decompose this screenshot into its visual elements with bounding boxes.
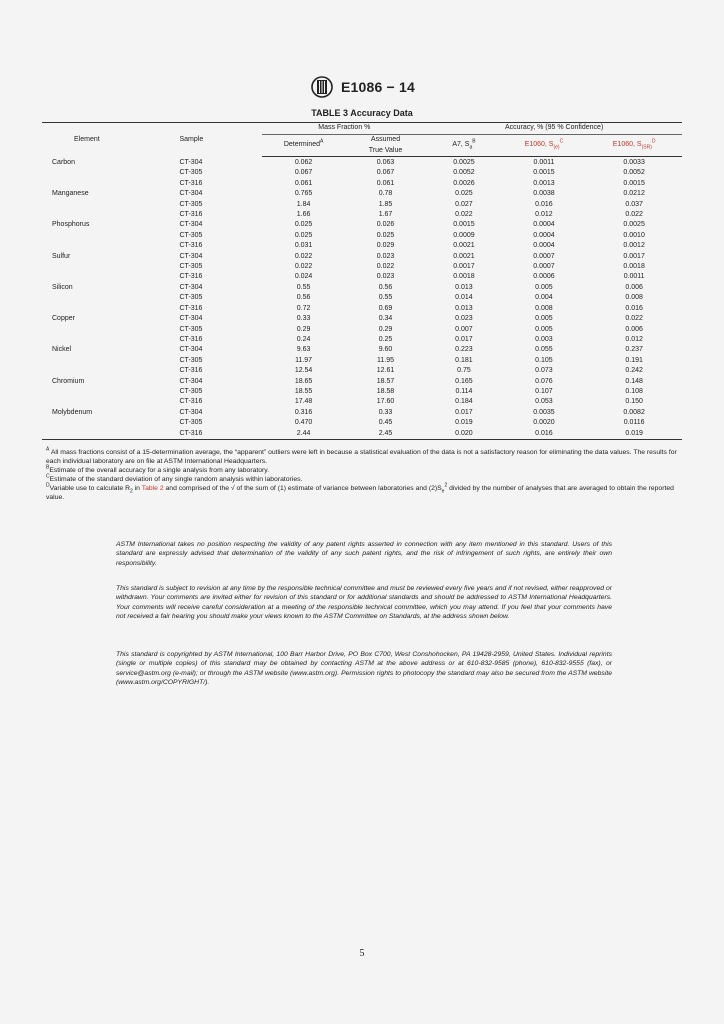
cell-e1060-e: 0.0007: [533, 263, 555, 271]
cell-e1060-sr: 0.0212: [623, 190, 645, 198]
cell-element: Sulfur: [52, 252, 71, 260]
cell-determined: 0.031: [294, 242, 313, 250]
cell-a7: 0.019: [455, 419, 473, 427]
table-row: [42, 418, 682, 428]
cell-determined: 0.067: [294, 169, 313, 177]
table-footnotes: [46, 448, 682, 502]
cell-determined: 0.061: [294, 179, 313, 187]
cell-e1060-sr: 0.0012: [623, 242, 645, 250]
cell-e1060-e: 0.105: [535, 356, 553, 364]
cell-determined: 1.84: [296, 200, 311, 208]
cell-assumed: 0.25: [378, 335, 393, 343]
footnote-c: $^C$Estimate of the standard deviation of any single random analysis within laboratories.: [46, 473, 303, 483]
cell-e1060-sr: 0.108: [625, 387, 643, 395]
cell-element: [42, 418, 176, 428]
cell-element: Manganese: [52, 190, 89, 198]
cell-a7: 0.0052: [453, 169, 475, 177]
cell-assumed: 0.026: [376, 221, 395, 229]
col-header-sample: Sample: [176, 123, 263, 157]
cell-element: [42, 387, 176, 397]
cell-e1060-e: 0.107: [535, 387, 553, 395]
cell-assumed: 0.029: [376, 242, 395, 250]
table-row: [42, 304, 682, 314]
cell-a7: 0.0017: [453, 263, 475, 271]
cell-e1060-e: 0.005: [535, 325, 553, 333]
table-row: [42, 252, 682, 262]
cell-assumed: 0.061: [376, 179, 395, 187]
cell-assumed: 0.022: [376, 263, 395, 271]
table-row: [42, 168, 682, 178]
cell-a7: 0.014: [455, 294, 473, 302]
cell-sample: CT-305: [179, 231, 203, 239]
cell-e1060-e: 0.055: [535, 346, 553, 354]
cell-e1060-sr: 0.022: [625, 211, 643, 219]
cell-assumed: 11.95: [377, 356, 394, 364]
cell-a7: 0.75: [457, 367, 471, 375]
cell-e1060-e: 0.076: [535, 377, 553, 385]
cell-element: [42, 179, 176, 189]
cell-e1060-e: 0.004: [535, 294, 553, 302]
cell-a7: 0.0009: [453, 231, 475, 239]
cell-sample: CT-305: [179, 325, 203, 333]
cell-sample: CT-316: [179, 304, 203, 312]
cell-a7: 0.114: [455, 387, 473, 395]
cell-element: [42, 200, 176, 210]
cell-determined: 0.33: [296, 315, 311, 323]
cell-e1060-sr: 0.0017: [623, 252, 645, 260]
table-row: [42, 397, 682, 407]
cell-element: [42, 429, 176, 440]
cell-assumed: 9.60: [378, 346, 393, 354]
cell-element: [42, 272, 176, 282]
table-row: [42, 356, 682, 366]
table-title: TABLE 3 Accuracy Data: [311, 108, 413, 118]
cell-assumed: 0.69: [378, 304, 393, 312]
table-row: [42, 293, 682, 303]
accuracy-table: [42, 122, 682, 440]
col-header-e1060-e: E1060, $S_{(e)}^C$: [502, 135, 587, 157]
cell-e1060-e: 0.012: [535, 211, 553, 219]
cell-e1060-e: 0.0006: [533, 273, 555, 281]
cell-element: Copper: [52, 315, 75, 323]
cell-element: [42, 262, 176, 272]
cell-element: Phosphorus: [52, 221, 90, 229]
cell-a7: 0.0026: [453, 179, 475, 187]
legal-copyright-notice: This standard is copyrighted by ASTM International, 100 Barr Harbor Drive, PO Box C700, West Conshohocken, PA 19428-2959, United States. Individual reprints (single or multiple copies) of this standard may be obtained by contacting ASTM at the above address or at 610-832-9585 (phone), 610-832-9555 (fax), or service@astm.org (e-mail); or through the ASTM website (www.astm.org). Permission rights to photocopy the standard may also be secured from the ASTM website (www.astm.org/COPYRIGHT/).: [116, 651, 612, 687]
cell-assumed: 0.45: [378, 419, 393, 427]
cell-e1060-sr: 0.008: [625, 294, 643, 302]
cell-e1060-sr: 0.191: [625, 356, 643, 364]
table-row: [42, 325, 682, 335]
cell-e1060-sr: 0.037: [625, 200, 643, 208]
cell-assumed: 0.023: [376, 252, 395, 260]
cell-element: Chromium: [52, 377, 85, 385]
page-number: 5: [359, 948, 365, 959]
cell-e1060-e: 0.0007: [533, 252, 555, 260]
cell-a7: 0.184: [455, 398, 473, 406]
cell-sample: CT-305: [179, 263, 203, 271]
col-group-accuracy: Accuracy, % (95 % Confidence): [426, 123, 682, 135]
cell-a7: 0.0015: [453, 221, 475, 229]
cell-a7: 0.013: [455, 283, 473, 291]
table-2-link[interactable]: Table 2: [141, 485, 164, 492]
cell-e1060-sr: 0.0025: [623, 221, 645, 229]
cell-sample: CT-305: [179, 387, 203, 395]
cell-element: [42, 293, 176, 303]
cell-determined: 0.55: [296, 283, 311, 291]
cell-e1060-sr: 0.012: [625, 335, 643, 343]
astm-logo-icon: [309, 76, 335, 98]
cell-sample: CT-316: [179, 398, 203, 406]
cell-sample: CT-305: [179, 200, 203, 208]
cell-assumed: 0.78: [378, 190, 393, 198]
cell-determined: 0.765: [294, 190, 313, 198]
cell-assumed: 1.85: [378, 200, 393, 208]
cell-determined: 0.022: [294, 252, 313, 260]
cell-e1060-sr: 0.019: [586, 429, 682, 440]
col-header-element: Element: [42, 123, 176, 157]
cell-element: Carbon: [52, 158, 75, 166]
cell-determined: 12.54: [294, 367, 313, 375]
cell-sample: CT-304: [179, 315, 203, 323]
cell-determined: 0.72: [296, 304, 311, 312]
cell-sample: CT-305: [179, 169, 203, 177]
table-row: [42, 220, 682, 230]
cell-a7: 0.0025: [453, 159, 475, 166]
cell-a7: 0.223: [455, 346, 473, 354]
cell-a7: 0.0021: [453, 252, 475, 260]
cell-sample: CT-304: [179, 377, 203, 385]
cell-e1060-e: 0.0038: [533, 190, 555, 198]
cell-determined: 0.025: [294, 231, 313, 239]
table-row: [42, 179, 682, 189]
cell-assumed: 0.34: [378, 315, 393, 323]
cell-e1060-e: 0.016: [502, 429, 587, 440]
cell-assumed: 0.067: [376, 169, 395, 177]
col-group-mass-fraction: Mass Fraction %: [262, 123, 426, 135]
cell-assumed: 18.57: [376, 377, 395, 385]
cell-a7: 0.017: [455, 408, 473, 416]
cell-sample: CT-304: [179, 190, 203, 198]
cell-e1060-e: 0.0004: [533, 242, 555, 250]
cell-e1060-sr: 0.0018: [623, 263, 645, 271]
table-row: [42, 157, 682, 169]
cell-e1060-e: 0.073: [535, 367, 553, 375]
cell-determined: 0.062: [294, 159, 313, 166]
cell-determined: 0.022: [294, 263, 313, 271]
cell-e1060-sr: 0.022: [625, 315, 643, 323]
cell-determined: 18.65: [294, 377, 313, 385]
table-row: [42, 272, 682, 282]
cell-e1060-sr: 0.006: [625, 325, 643, 333]
cell-element: [42, 210, 176, 220]
cell-determined: 9.63: [296, 346, 311, 354]
cell-determined: 11.97: [295, 356, 313, 364]
cell-element: [42, 356, 176, 366]
cell-e1060-e: 0.008: [535, 304, 553, 312]
cell-e1060-sr: 0.148: [625, 377, 643, 385]
cell-assumed: 0.025: [376, 231, 395, 239]
cell-assumed: 0.063: [376, 159, 395, 166]
table-row: [42, 314, 682, 324]
cell-e1060-sr: 0.0015: [623, 179, 645, 187]
cell-e1060-e: 0.0020: [533, 419, 555, 427]
cell-a7: 0.022: [455, 211, 473, 219]
cell-sample: CT-304: [179, 346, 203, 354]
cell-e1060-sr: 0.0033: [623, 159, 645, 166]
table-row: [42, 335, 682, 345]
cell-assumed: 0.33: [378, 408, 393, 416]
cell-e1060-sr: 0.237: [625, 346, 643, 354]
cell-e1060-sr: 0.0010: [623, 231, 645, 239]
cell-a7: 0.0021: [453, 242, 475, 250]
cell-e1060-e: 0.003: [535, 335, 553, 343]
cell-sample: CT-316: [179, 211, 203, 219]
cell-element: [42, 325, 176, 335]
cell-determined: 0.29: [296, 325, 311, 333]
cell-a7: 0.0018: [453, 273, 475, 281]
cell-determined: 2.44: [262, 429, 344, 440]
cell-a7: 0.025: [455, 190, 473, 198]
cell-element: [42, 168, 176, 178]
cell-determined: 1.66: [296, 211, 311, 219]
footnote-b: $^B$Estimate of the overall accuracy for a single analysis from any laboratory.: [46, 464, 270, 474]
cell-determined: 0.56: [296, 294, 311, 302]
document-header: [0, 76, 724, 98]
cell-determined: 0.470: [294, 419, 313, 427]
cell-e1060-e: 0.0004: [533, 221, 555, 229]
col-header-determined: Determined$^A$: [262, 135, 344, 157]
footnote-a: $^A$ All mass fractions consist of a 15-determination average, the “apparent” outliers were left in because a statistical evaluation of the data is not a satisfactory reason for eliminating the data values. The results for each individual laboratory are on file at ASTM International Headquarters.: [46, 446, 677, 465]
cell-element: Molybdenum: [52, 408, 93, 416]
cell-element: [42, 397, 176, 407]
cell-assumed: 0.56: [378, 283, 393, 291]
table-row: [42, 408, 682, 418]
cell-assumed: 1.67: [378, 211, 393, 219]
cell-determined: 0.024: [294, 273, 313, 281]
legal-revision-notice: This standard is subject to revision at any time by the responsible technical committee and must be reviewed every five years and if not revised, either reapproved or withdrawn. Your comments are invited either for revision of this standard or for additional standards and should be addressed to ASTM International Headquarters. Your comments will receive careful consideration at a meeting of the responsible technical committee, which you may attend. If you feel that your comments have not received a fair hearing you should make your views known to the ASTM Committee on Standards, at the address shown below.: [116, 585, 612, 621]
cell-element: [42, 335, 176, 345]
table-row: [42, 366, 682, 376]
table-row: [42, 429, 682, 440]
col-header-a7: A7, $S_a^B$: [426, 135, 501, 157]
col-header-assumed: Assumed True Value: [345, 135, 427, 157]
cell-e1060-sr: 0.0082: [623, 408, 645, 416]
cell-a7: 0.013: [455, 304, 473, 312]
cell-sample: CT-304: [179, 252, 203, 260]
cell-a7: 0.020: [426, 429, 501, 440]
cell-sample: CT-316: [179, 273, 203, 281]
cell-e1060-e: 0.0011: [533, 159, 555, 166]
cell-element: Silicon: [52, 283, 73, 291]
cell-sample: CT-305: [179, 419, 203, 427]
table-row: [42, 345, 682, 355]
cell-e1060-e: 0.0015: [533, 169, 555, 177]
cell-a7: 0.007: [455, 325, 473, 333]
cell-e1060-e: 0.0004: [533, 231, 555, 239]
cell-sample: CT-305: [179, 356, 203, 364]
cell-e1060-e: 0.053: [535, 398, 553, 406]
cell-sample: CT-304: [179, 283, 203, 291]
cell-sample: CT-316: [179, 367, 203, 375]
table-row: [42, 262, 682, 272]
cell-e1060-e: 0.0013: [533, 179, 555, 187]
cell-determined: 17.48: [294, 398, 313, 406]
table-row: [42, 210, 682, 220]
cell-element: [42, 366, 176, 376]
cell-e1060-sr: 0.006: [625, 283, 643, 291]
cell-sample: CT-316: [179, 335, 203, 343]
cell-assumed: 18.58: [376, 387, 395, 395]
cell-assumed: 0.55: [378, 294, 393, 302]
cell-element: [42, 231, 176, 241]
cell-a7: 0.017: [455, 335, 473, 343]
cell-sample: CT-305: [179, 294, 203, 302]
cell-a7: 0.027: [455, 200, 473, 208]
cell-assumed: 17.60: [376, 398, 395, 406]
cell-e1060-sr: 0.0116: [623, 419, 645, 427]
cell-e1060-e: 0.005: [535, 315, 553, 323]
cell-a7: 0.023: [455, 315, 473, 323]
cell-sample: CT-316: [176, 429, 263, 440]
cell-element: [42, 304, 176, 314]
cell-sample: CT-316: [179, 179, 203, 187]
table-row: [42, 241, 682, 251]
cell-assumed: 0.29: [378, 325, 393, 333]
cell-e1060-e: 0.0035: [533, 408, 555, 416]
table-row: [42, 189, 682, 199]
cell-element: [42, 241, 176, 251]
cell-determined: 18.55: [294, 387, 313, 395]
cell-determined: 0.24: [296, 335, 311, 343]
cell-assumed: 0.023: [376, 273, 395, 281]
cell-assumed: 12.61: [376, 367, 395, 375]
col-header-e1060-sr: E1060, $S_{(SR)}^D$: [586, 135, 682, 157]
cell-e1060-sr: 0.0011: [623, 273, 645, 281]
cell-e1060-e: 0.016: [535, 200, 553, 208]
cell-e1060-e: 0.005: [535, 283, 553, 291]
table-row: [42, 387, 682, 397]
cell-e1060-sr: 0.016: [625, 304, 643, 312]
table-row: [42, 283, 682, 293]
cell-sample: CT-316: [179, 242, 203, 250]
cell-assumed: 2.45: [345, 429, 427, 440]
cell-element: Nickel: [52, 346, 72, 354]
table-row: [42, 377, 682, 387]
footnote-d: $^D$Variable use to calculate $R_2$ in Table 2 and comprised of the √ of the sum of (1) estimate of variance between laboratories and $(2)S_e^2$ divided by the number of analyses that are averaged to obtain the reported value.: [46, 482, 674, 501]
legal-patent-notice: ASTM International takes no position respecting the validity of any patent rights asserted in connection with any item mentioned in this standard. Users of this standard are expressly advised that determination of the validity of any such patent rights, and the risk of infringement of such rights, are entirely their own responsibility.: [116, 541, 612, 567]
cell-e1060-sr: 0.150: [625, 398, 643, 406]
cell-determined: 0.316: [294, 408, 313, 416]
table-body: [42, 157, 682, 440]
cell-e1060-sr: 0.242: [625, 367, 643, 375]
cell-sample: CT-304: [179, 158, 203, 166]
document-id: E1086 − 14: [340, 79, 415, 95]
cell-sample: CT-304: [179, 221, 203, 229]
table-row: [42, 200, 682, 210]
cell-e1060-sr: 0.0052: [623, 169, 645, 177]
cell-a7: 0.181: [455, 356, 473, 364]
cell-sample: CT-304: [179, 408, 203, 416]
cell-a7: 0.165: [455, 377, 473, 385]
table-row: [42, 231, 682, 241]
cell-determined: 0.025: [294, 221, 313, 229]
